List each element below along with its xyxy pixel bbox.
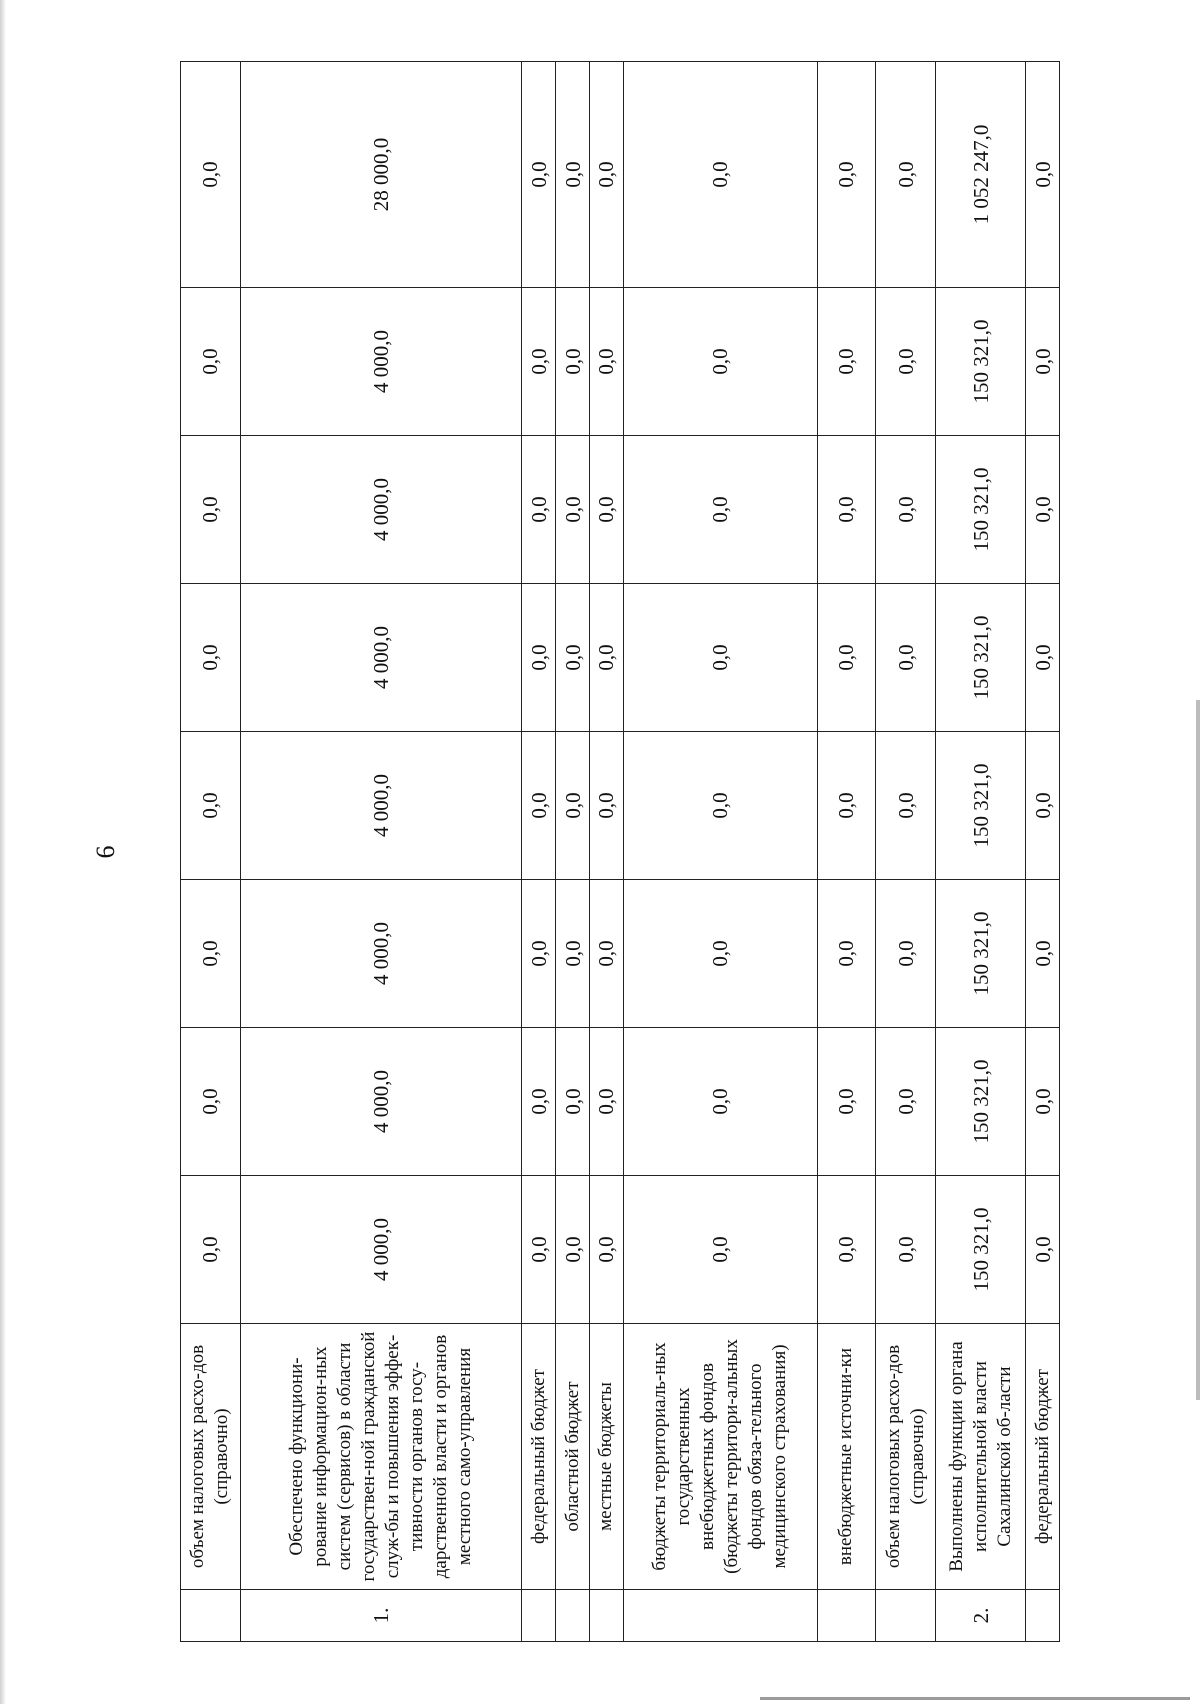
row-value-cell: 150 321,0	[935, 584, 1025, 732]
scan-edge-right	[1196, 700, 1200, 1400]
row-value-cell: 4 000,0	[240, 732, 522, 880]
row-number-cell	[876, 1590, 936, 1642]
row-value-cell: 0,0	[522, 436, 556, 584]
row-value-cell: 0,0	[817, 436, 876, 584]
row-value-cell: 0,0	[817, 288, 876, 436]
row-total-cell: 0,0	[556, 62, 590, 288]
row-value-cell: 0,0	[623, 1176, 817, 1324]
row-value-cell: 0,0	[556, 1176, 590, 1324]
table-row	[876, 62, 936, 1642]
row-value-cell: 0,0	[817, 880, 876, 1028]
table-row	[556, 62, 590, 1642]
row-total-cell: 28 000,0	[240, 62, 522, 288]
page-number: 6	[91, 845, 120, 859]
row-name-cell: федеральный бюджет	[522, 1324, 556, 1590]
row-name-cell: Обеспечено функциони-рование информацион-ных систем (сервисов) в области государствен-ной гражданской служ-бы и повышения эффек-тивности органов госу-дарственной власти и органов местного само-управления	[240, 1324, 522, 1590]
table-row	[623, 62, 817, 1642]
row-value-cell: 0,0	[181, 1176, 241, 1324]
row-value-cell: 0,0	[522, 1176, 556, 1324]
row-name-cell: областной бюджет	[556, 1324, 590, 1590]
row-number-cell	[181, 1590, 241, 1642]
row-total-cell: 0,0	[181, 62, 241, 288]
row-value-cell: 0,0	[623, 1028, 817, 1176]
row-value-cell: 0,0	[590, 1176, 624, 1324]
row-value-cell: 0,0	[623, 732, 817, 880]
row-value-cell: 0,0	[181, 880, 241, 1028]
row-value-cell: 0,0	[522, 732, 556, 880]
row-value-cell: 0,0	[817, 732, 876, 880]
row-total-cell: 0,0	[522, 62, 556, 288]
row-number-cell	[556, 1590, 590, 1642]
table-row	[590, 62, 624, 1642]
row-value-cell: 0,0	[181, 288, 241, 436]
row-value-cell: 0,0	[556, 1028, 590, 1176]
row-number-cell: 2.	[935, 1590, 1025, 1642]
table-row	[181, 62, 241, 1642]
row-value-cell: 4 000,0	[240, 1176, 522, 1324]
row-number-cell	[590, 1590, 624, 1642]
row-value-cell: 0,0	[522, 880, 556, 1028]
row-number-cell: 1.	[240, 1590, 522, 1642]
row-value-cell: 0,0	[623, 584, 817, 732]
row-value-cell: 0,0	[876, 436, 936, 584]
row-name-cell: местные бюджеты	[590, 1324, 624, 1590]
row-value-cell: 0,0	[590, 1028, 624, 1176]
row-value-cell: 0,0	[181, 584, 241, 732]
row-value-cell: 0,0	[522, 584, 556, 732]
row-value-cell: 4 000,0	[240, 880, 522, 1028]
row-value-cell: 0,0	[817, 1176, 876, 1324]
row-number-cell	[522, 1590, 556, 1642]
row-name-cell: бюджеты территориаль-ных государственных внебюджетных фондов (бюджеты территори-альных фондов обяза-тельного медицинского страхования)	[623, 1324, 817, 1590]
funding-table-container	[180, 62, 1060, 1642]
row-value-cell: 0,0	[876, 880, 936, 1028]
row-value-cell: 150 321,0	[935, 288, 1025, 436]
row-total-cell: 0,0	[590, 62, 624, 288]
row-total-cell: 1 052 247,0	[935, 62, 1025, 288]
row-number-cell	[623, 1590, 817, 1642]
row-value-cell: 4 000,0	[240, 288, 522, 436]
row-value-cell: 0,0	[817, 584, 876, 732]
row-value-cell: 150 321,0	[935, 436, 1025, 584]
row-value-cell: 0,0	[1026, 436, 1060, 584]
funding-table	[180, 61, 1060, 1642]
row-value-cell: 0,0	[181, 732, 241, 880]
scan-edge-bottom	[760, 1697, 1190, 1700]
table-row	[240, 62, 522, 1642]
row-value-cell: 0,0	[556, 288, 590, 436]
row-name-cell: объем налоговых расхо-дов (справочно)	[181, 1324, 241, 1590]
row-name-cell: федеральный бюджет	[1026, 1324, 1060, 1590]
row-value-cell: 0,0	[556, 880, 590, 1028]
row-total-cell: 0,0	[876, 62, 936, 288]
row-value-cell: 0,0	[1026, 880, 1060, 1028]
row-number-cell	[1026, 1590, 1060, 1642]
row-value-cell: 0,0	[590, 732, 624, 880]
row-value-cell: 150 321,0	[935, 1176, 1025, 1324]
row-value-cell: 0,0	[556, 436, 590, 584]
table-row	[1026, 62, 1060, 1642]
row-value-cell: 0,0	[590, 436, 624, 584]
row-value-cell: 0,0	[876, 584, 936, 732]
row-total-cell: 0,0	[1026, 62, 1060, 288]
row-value-cell: 4 000,0	[240, 436, 522, 584]
row-value-cell: 0,0	[1026, 288, 1060, 436]
row-value-cell: 0,0	[623, 288, 817, 436]
row-value-cell: 0,0	[556, 584, 590, 732]
row-value-cell: 0,0	[1026, 584, 1060, 732]
row-value-cell: 0,0	[590, 880, 624, 1028]
row-value-cell: 0,0	[590, 584, 624, 732]
table-row	[935, 62, 1025, 1642]
row-value-cell: 0,0	[817, 1028, 876, 1176]
row-name-cell: Выполнены функции органа исполнительной власти Сахалинской об-ласти	[935, 1324, 1025, 1590]
row-value-cell: 0,0	[623, 880, 817, 1028]
row-value-cell: 0,0	[522, 288, 556, 436]
row-value-cell: 0,0	[522, 1028, 556, 1176]
row-value-cell: 150 321,0	[935, 880, 1025, 1028]
row-value-cell: 4 000,0	[240, 584, 522, 732]
row-value-cell: 4 000,0	[240, 1028, 522, 1176]
row-value-cell: 0,0	[876, 1176, 936, 1324]
table-row	[817, 62, 876, 1642]
row-value-cell: 0,0	[181, 1028, 241, 1176]
row-value-cell: 0,0	[876, 732, 936, 880]
row-value-cell: 0,0	[181, 436, 241, 584]
table-row	[522, 62, 556, 1642]
row-value-cell: 0,0	[1026, 732, 1060, 880]
row-value-cell: 0,0	[876, 1028, 936, 1176]
row-value-cell: 0,0	[556, 732, 590, 880]
row-value-cell: 150 321,0	[935, 732, 1025, 880]
row-name-cell: объем налоговых расхо-дов (справочно)	[876, 1324, 936, 1590]
row-value-cell: 0,0	[1026, 1028, 1060, 1176]
row-value-cell: 0,0	[590, 288, 624, 436]
row-total-cell: 0,0	[623, 62, 817, 288]
row-name-cell: внебюджетные источни-ки	[817, 1324, 876, 1590]
row-number-cell	[817, 1590, 876, 1642]
row-value-cell: 0,0	[1026, 1176, 1060, 1324]
row-value-cell: 150 321,0	[935, 1028, 1025, 1176]
row-value-cell: 0,0	[623, 436, 817, 584]
row-total-cell: 0,0	[817, 62, 876, 288]
scan-edge-left	[0, 0, 6, 1704]
row-value-cell: 0,0	[876, 288, 936, 436]
